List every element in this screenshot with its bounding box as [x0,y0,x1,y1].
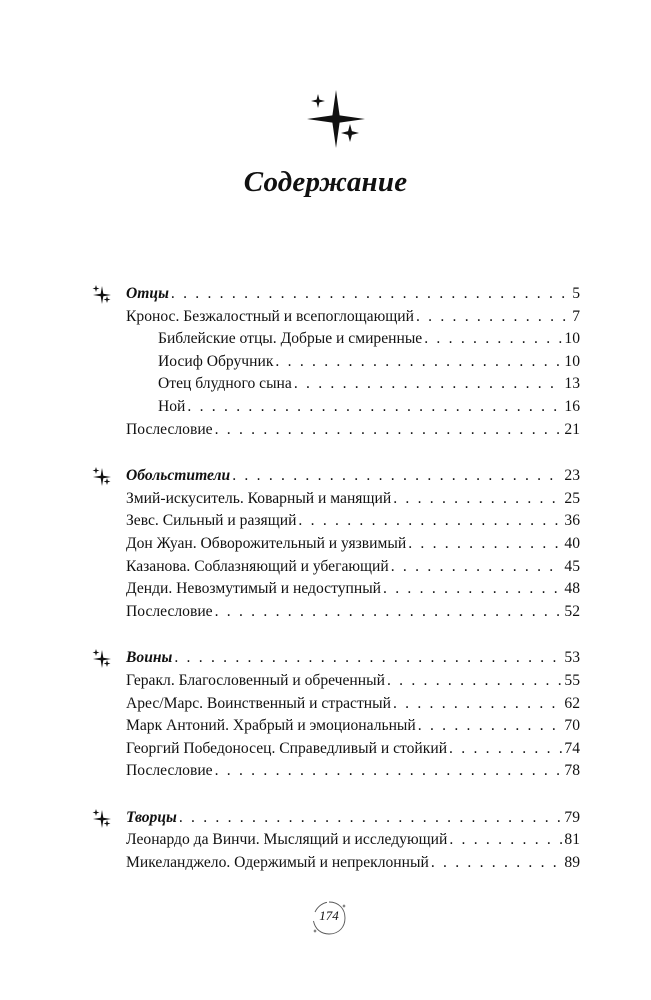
toc-entry-page: 79 [564,808,580,826]
dot-leader [298,510,562,533]
toc-entry-page: 74 [564,739,580,757]
toc-entry-page: 25 [564,489,580,507]
dot-leader [174,647,562,670]
toc-entry[interactable] [90,715,580,738]
dot-leader [179,807,563,830]
toc-entry[interactable] [90,351,580,374]
toc-entry-page: 16 [564,397,580,415]
toc-entry[interactable] [90,373,580,396]
toc-entry-title: Библейские отцы. Добрые и смиренные [158,330,423,348]
toc-entry[interactable] [90,829,580,852]
table-of-contents [90,283,580,899]
sparkle-stars-icon [90,466,114,488]
toc-section-heading[interactable] [90,647,580,670]
toc-entry[interactable] [90,601,580,624]
toc-entry-page: 62 [564,694,580,712]
dot-leader [393,488,562,511]
dot-leader [393,693,562,716]
dot-leader [232,465,562,488]
dot-leader [416,306,570,329]
toc-entry-title: Леонардо да Винчи. Мыслящий и исследующий [126,831,448,849]
toc-entry-page: 89 [564,854,580,872]
toc-entry[interactable] [90,306,580,329]
toc-entry-title: Арес/Марс. Воинственный и страстный [126,694,391,712]
toc-entry-page: 55 [564,671,580,689]
toc-entry-title: Геракл. Благословенный и обреченный [126,671,385,689]
toc-entry[interactable] [90,738,580,761]
sparkle-stars-icon [90,808,114,830]
toc-entry-title: Дон Жуан. Обворожительный и уязвимый [126,534,407,552]
dot-leader [431,852,563,875]
toc-entry-page: 53 [564,649,580,667]
dot-leader [408,533,562,556]
dot-leader [275,351,562,374]
toc-entry-page: 10 [564,330,580,348]
toc-entry-title: Казанова. Соблазняющий и убегающий [126,557,389,575]
sparkle-stars-icon [90,284,114,306]
toc-entry[interactable] [90,488,580,511]
toc-entry-page: 7 [572,307,580,325]
toc-entry-page: 40 [564,534,580,552]
toc-entry-page: 36 [564,512,580,530]
toc-entry[interactable] [90,693,580,716]
toc-entry[interactable] [90,510,580,533]
toc-entry-page: 10 [564,352,580,370]
toc-entry[interactable] [90,670,580,693]
dot-leader [215,760,563,783]
toc-entry-title: Отцы [126,285,169,302]
toc-entry-page: 45 [564,557,580,575]
dot-leader [171,283,570,306]
toc-entry-title: Обольстители [126,467,231,485]
toc-entry-page: 52 [564,602,580,620]
toc-entry-page: 5 [572,285,580,302]
dot-leader [418,715,563,738]
dot-leader [383,578,562,601]
toc-entry-page: 70 [564,717,580,735]
toc-entry[interactable] [90,852,580,875]
toc-entry-title: Микеланджело. Одержимый и непреклонный [126,854,429,872]
sparkle-stars-icon [90,648,114,670]
toc-entry-title: Кронос. Безжалостный и всепоглощающий [126,307,414,325]
toc-entry[interactable] [90,419,580,442]
toc-entry-title: Отец блудного сына [158,375,292,393]
toc-section-heading[interactable] [90,807,580,830]
toc-section-heading[interactable] [90,283,580,306]
dot-leader [449,738,562,761]
toc-entry-title: Георгий Победоносец. Справедливый и стойкий [126,739,448,757]
toc-entry-title: Послесловие [126,762,213,780]
toc-entry-title: Послесловие [126,420,213,438]
dot-leader [187,396,562,419]
toc-entry-page: 21 [564,420,580,438]
sparkle-stars-icon [304,88,372,154]
dot-leader [391,556,563,579]
toc-entry-title: Творцы [126,808,177,826]
toc-section [90,807,580,875]
page-number-badge [309,898,349,938]
toc-section-heading[interactable] [90,465,580,488]
dot-leader [424,328,562,351]
toc-entry-page: 81 [564,831,580,849]
toc-section [90,647,580,783]
toc-entry[interactable] [90,328,580,351]
toc-entry-title: Зевс. Сильный и разящий [126,512,297,530]
toc-entry[interactable] [90,760,580,783]
toc-entry-page: 78 [564,762,580,780]
toc-entry-title: Змий-искуситель. Коварный и манящий [126,489,392,507]
toc-entry[interactable] [90,533,580,556]
toc-entry-title: Послесловие [126,602,213,620]
page-title: Содержание [243,166,408,198]
toc-entry-title: Марк Антоний. Храбрый и эмоциональный [126,717,416,735]
toc-entry[interactable] [90,396,580,419]
dot-leader [294,373,563,396]
toc-section [90,465,580,623]
toc-entry-title: Ной [158,397,186,415]
dot-leader [387,670,562,693]
toc-entry-title: Воины [126,649,173,667]
toc-entry-page: 13 [564,375,580,393]
toc-entry-title: Денди. Невозмутимый и недоступный [126,580,382,598]
dot-leader [215,601,563,624]
toc-section [90,283,580,441]
toc-entry-page: 48 [564,580,580,598]
page-number: 174 [319,908,339,923]
toc-entry-title: Иосиф Обручник [158,352,274,370]
dot-leader [449,829,562,852]
toc-entry[interactable] [90,578,580,601]
dot-leader [215,419,563,442]
toc-entry[interactable] [90,556,580,579]
toc-entry-page: 23 [564,467,580,485]
